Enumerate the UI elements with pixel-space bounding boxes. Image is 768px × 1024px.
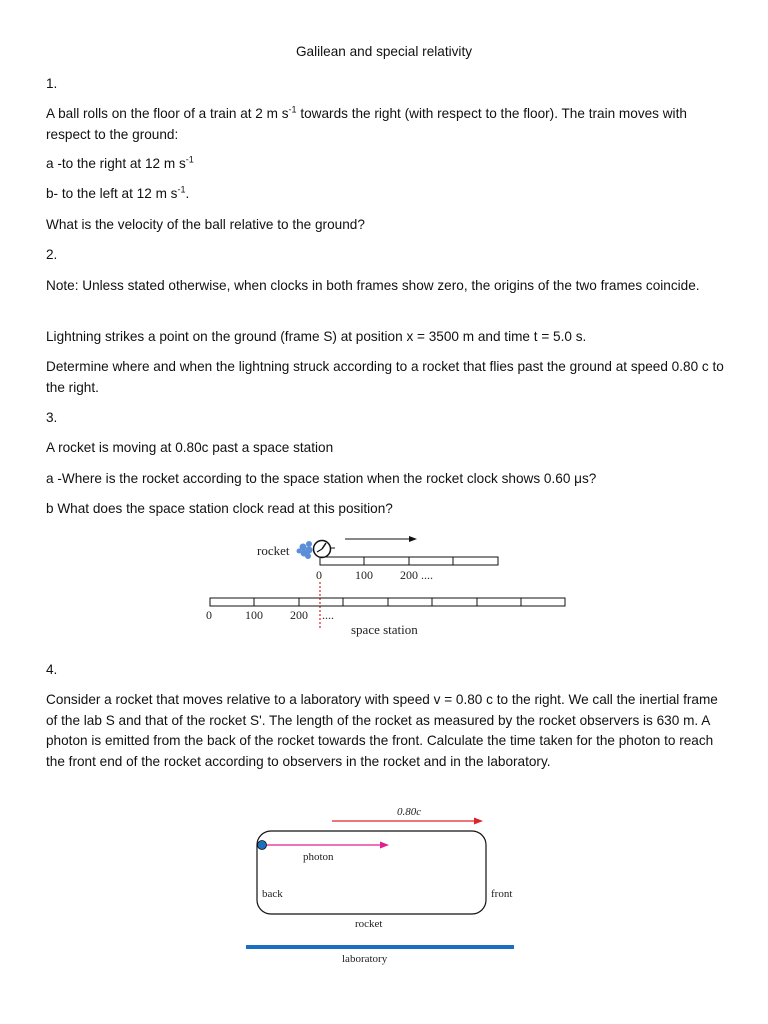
motion-arrow (345, 536, 417, 542)
q1-question: What is the velocity of the ball relative to the ground? (46, 217, 365, 232)
station-tick-label: 0 (206, 608, 212, 622)
photon-label: photon (303, 851, 334, 863)
rocket-tick-label: 100 (355, 568, 373, 582)
station-label: space station (351, 622, 418, 637)
station-tick-label: 100 (245, 608, 263, 622)
station-ruler (210, 598, 565, 606)
q3-number: 3. (46, 410, 58, 425)
rocket-station-figure (195, 530, 575, 645)
station-tick-label: .... (322, 608, 334, 622)
velocity-arrow (332, 818, 483, 825)
rocket-clock-icon (314, 541, 336, 558)
q3-part-b: b What does the space station clock read at this position? (46, 501, 393, 516)
q3-part-a: a -Where is the rocket according to the space station when the rocket clock shows 0.60 μs? (46, 471, 597, 486)
rocket-ruler (320, 557, 498, 565)
rocket-label: rocket (257, 543, 290, 558)
q2-note: Note: Unless stated otherwise, when clocks in both frames show zero, the origins of the two frames coincide. (46, 278, 700, 293)
photon-arrow (262, 842, 389, 849)
q1-part-b: b- to the left at 12 m $s^{-1}$. (46, 184, 190, 201)
rocket-exhaust-icon (297, 541, 313, 559)
q2-number: 2. (46, 247, 58, 262)
photon-source-dot (258, 841, 267, 850)
back-label: back (262, 888, 283, 900)
laboratory-floor (246, 945, 514, 949)
q3-paragraph: A rocket is moving at 0.80c past a space station (46, 440, 334, 455)
rocket-label: rocket (355, 918, 383, 930)
photon-rocket-figure (240, 800, 530, 970)
rocket-body (257, 831, 486, 914)
page-title: Galilean and special relativity (295, 44, 473, 59)
q1-number: 1. (46, 76, 58, 91)
q1-paragraph: A ball rolls on the floor of a train at 2 m $s^{-1}$ towards the right (with respect to the floor). The train moves with respect to the ground: (46, 104, 687, 142)
laboratory-label: laboratory (342, 953, 388, 965)
rocket-tick-label: 200 .... (400, 568, 433, 582)
q1-part-a: a -to the right at 12 m $s^{-1}$ (46, 154, 194, 171)
front-label: front (491, 888, 513, 900)
q2-paragraph-2: Determine where and when the lightning struck according to a rocket that flies past the ground at speed 0.80 c to the right. (46, 359, 724, 395)
rocket-tick-label: 0 (316, 568, 322, 582)
station-tick-label: 200 (290, 608, 308, 622)
q2-paragraph-1: Lightning strikes a point on the ground (frame S) at position x = 3500 m and time t = 5.0 s. (46, 329, 587, 344)
speed-label: 0.80c (397, 806, 422, 818)
q4-paragraph: Consider a rocket that moves relative to a laboratory with speed v = 0.80 c to the right. We call the inertial frame of the lab S and that of the rocket S'. The length of the rocket as measured by the rocket observers is 630 m. A photon is emitted from the back of the rocket towards the front. Calculate the time taken for the photon to reach the front end of the rocket according to observers in the rocket and in the laboratory. (46, 692, 718, 769)
q4-number: 4. (46, 662, 58, 677)
